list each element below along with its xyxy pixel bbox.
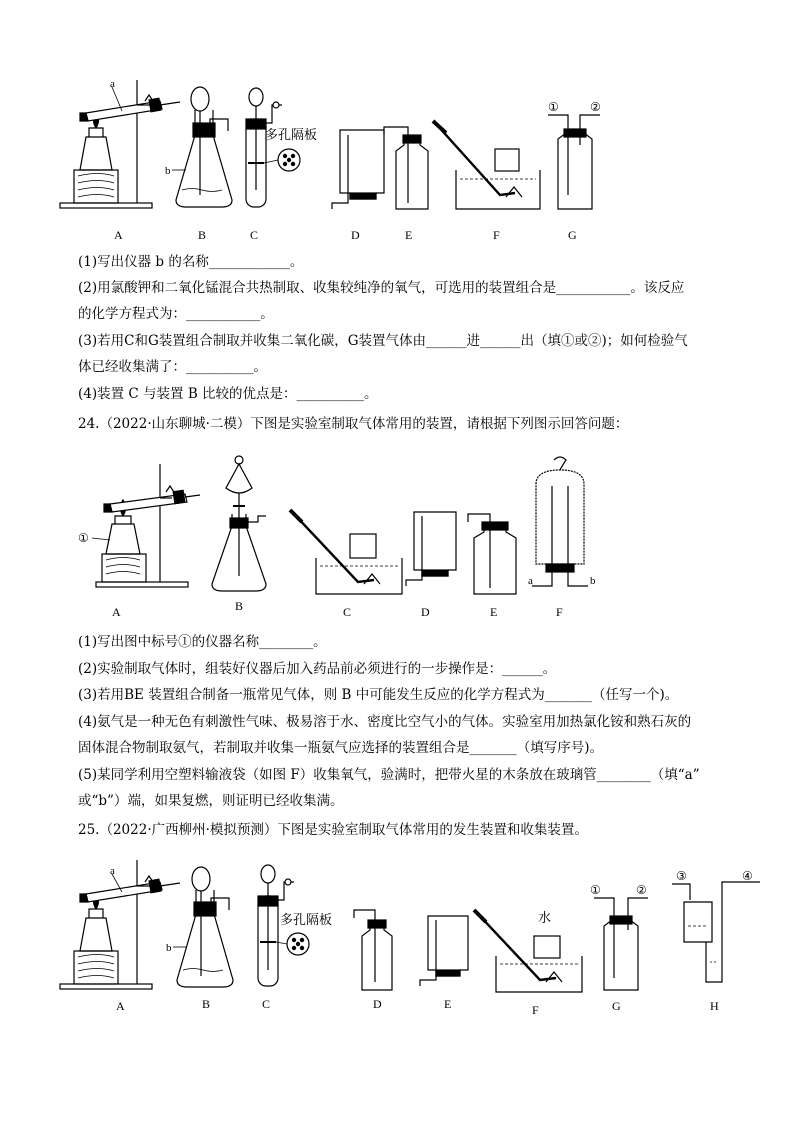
label-d: D bbox=[351, 228, 360, 242]
apparatus-d bbox=[332, 130, 384, 209]
port-2-label: ② bbox=[590, 100, 601, 114]
pointer-b-label: b bbox=[165, 165, 171, 177]
apparatus-diagram bbox=[0, 75, 794, 250]
label-f: F bbox=[532, 1003, 539, 1017]
pointer-a-label: a bbox=[110, 78, 115, 90]
label-a: A bbox=[114, 228, 123, 242]
q23-part2: (2)用氯酸钾和二氧化锰混合共热制取、收集较纯净的氧气，可选用的装置组合是___________。该反应 bbox=[78, 280, 685, 296]
label-g: G bbox=[568, 228, 577, 242]
apparatus-f bbox=[528, 457, 596, 587]
apparatus-a bbox=[60, 860, 180, 989]
port-1-label: ① bbox=[548, 100, 559, 114]
q23-part1: (1)写出仪器 b 的名称____________。 bbox=[78, 254, 304, 270]
q24-header: 24.（2022·山东聊城·二模）下图是实验室制取气体常用的装置，请根据下列图示回答问题： bbox=[78, 416, 629, 432]
label-e: E bbox=[444, 997, 452, 1011]
q23-part4: (4)装置 C 与装置 B 比较的优点是：__________。 bbox=[78, 386, 378, 402]
apparatus-b bbox=[166, 867, 233, 987]
port-1-label: ① bbox=[590, 883, 601, 897]
marker-1-label: ① bbox=[78, 531, 89, 545]
label-d: D bbox=[373, 997, 382, 1011]
label-f: F bbox=[556, 605, 563, 619]
q24-part2: (2)实验制取气体时，组装好仪器后加入药品前必须进行的一步操作是：______。 bbox=[78, 661, 557, 677]
apparatus-f bbox=[474, 910, 582, 992]
porous-plate-label: 多孔隔板 bbox=[280, 913, 333, 928]
apparatus-a bbox=[60, 78, 180, 208]
figure-apparatus-q25 bbox=[0, 852, 794, 1022]
label-b: B bbox=[202, 997, 211, 1011]
apparatus-diagram-q25 bbox=[0, 852, 794, 1022]
label-e: E bbox=[405, 228, 413, 242]
label-h: H bbox=[710, 999, 719, 1013]
apparatus-c bbox=[290, 510, 402, 594]
apparatus-g bbox=[548, 100, 601, 209]
apparatus-c bbox=[258, 865, 332, 986]
label-c: C bbox=[343, 605, 352, 619]
port-4-label: ④ bbox=[742, 869, 753, 883]
figure-apparatus-q24 bbox=[0, 446, 794, 626]
tube-b-label: b bbox=[590, 575, 596, 587]
label-e: E bbox=[490, 605, 498, 619]
port-3-label: ③ bbox=[676, 869, 687, 883]
apparatus-f bbox=[433, 121, 540, 209]
label-f: F bbox=[493, 228, 500, 242]
label-b: B bbox=[198, 228, 207, 242]
apparatus-e bbox=[468, 514, 516, 594]
q24-part4: (4)氨气是一种无色有刺激性气味、极易溶于水、密度比空气小的气体。实验室用加热氯化铵和熟石灰的 bbox=[78, 714, 692, 730]
apparatus-e bbox=[384, 127, 428, 209]
apparatus-b bbox=[212, 456, 266, 591]
label-c: C bbox=[262, 997, 271, 1011]
figure-apparatus-q23 bbox=[0, 75, 794, 250]
water-label: 水 bbox=[538, 911, 552, 926]
pointer-b-label: b bbox=[166, 942, 172, 954]
q25-header: 25.（2022·广西柳州·模拟预测）下图是实验室制取气体常用的发生装置和收集装置。 bbox=[78, 822, 588, 838]
label-c: C bbox=[250, 228, 259, 242]
label-g: G bbox=[612, 999, 621, 1013]
apparatus-d bbox=[406, 512, 456, 586]
porous-plate-label: 多孔隔板 bbox=[265, 128, 318, 143]
pointer-a-label: a bbox=[110, 865, 115, 877]
q24-part4-cont: 固体混合物制取氨气，若制取并收集一瓶氨气应选择的装置组合是_______（填写序号)。 bbox=[78, 740, 604, 756]
apparatus-a bbox=[78, 464, 200, 587]
port-2-label: ② bbox=[636, 883, 647, 897]
q23-part3: (3)若用C和G装置组合制取并收集二氧化碳，G装置气体由______进______出（填①或②)；如何检验气 bbox=[78, 333, 688, 349]
q23-part3-cont: 体已经收集满了：__________。 bbox=[78, 359, 267, 375]
q23-part2-cont: 的化学方程式为：___________。 bbox=[78, 306, 274, 322]
q24-part5: (5)某同学利用空塑料输液袋（如图 F）收集氧气，验满时，把带火星的木条放在玻璃管________（填“a” bbox=[78, 767, 700, 783]
q24-part5-cont: 或“b”）端，如果复燃，则证明已经收集满。 bbox=[78, 793, 344, 809]
label-a: A bbox=[116, 999, 125, 1013]
label-d: D bbox=[421, 605, 430, 619]
apparatus-diagram-q24 bbox=[0, 446, 794, 626]
label-a: A bbox=[112, 605, 121, 619]
apparatus-b bbox=[165, 87, 232, 207]
label-b: B bbox=[235, 599, 244, 613]
apparatus-g bbox=[590, 883, 648, 990]
apparatus-h bbox=[672, 869, 760, 982]
apparatus-c bbox=[246, 88, 317, 207]
apparatus-e bbox=[420, 916, 468, 986]
tube-a-label: a bbox=[528, 575, 533, 587]
q24-part3: (3)若用BE 装置组合制备一瓶常见气体，则 B 中可能发生反应的化学方程式为_______（任写一个)。 bbox=[78, 687, 679, 703]
q24-part1: (1)写出图中标号①的仪器名称________。 bbox=[78, 634, 327, 650]
apparatus-d bbox=[354, 910, 392, 990]
